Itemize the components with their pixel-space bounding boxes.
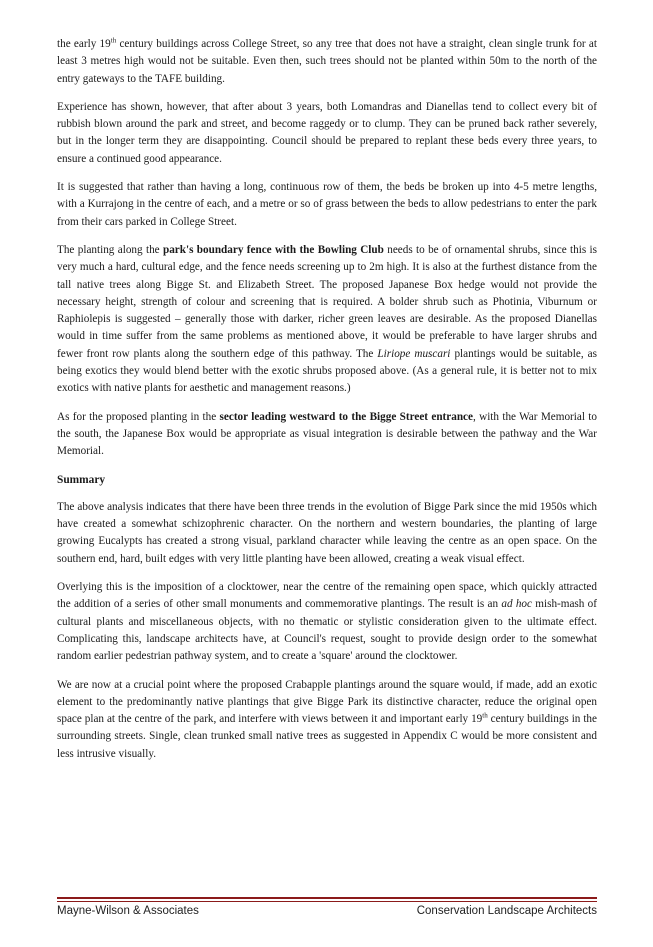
text-run: Overlying this is the imposition of a clocktower, near the centre of the remaining open space, which quickly attracted the addition of a series of other small monuments and commemorative plantings. The result is an [57,581,597,611]
text-run: We are now at a crucial point where the proposed Crabapple plantings around the square would, if made, add an exotic element to the predominantly native plantings that give Bigge Park its distinctive character, reduce the original open space plan at the centre of the park, and interfere with views between it and important early 19 [57,678,597,726]
footer-left-text: Mayne-Wilson & Associates [57,905,199,917]
paragraph-1 [57,36,597,88]
text-run: plantings would be suitable, as being exotics they would blend better with the exotic shrubs proposed above. (As a general rule, it is better not to mix exotics with native plants for aesthetic and management reasons.) [57,347,597,395]
text-run: mish-mash of cultural plants and miscellaneous objects, with no thematic or stylistic consideration given to the ultimate effect. Complicating this, landscape architects have, at Council's request, sought to provide design order to the somewhat random earlier pedestrian pathway system, and to create a 'square' around the clocktower. [57,598,597,663]
paragraph-8 [57,677,597,763]
superscript: th [482,711,488,720]
text-run: the early 19 [57,38,111,50]
superscript: th [110,36,117,45]
document-body [57,36,597,774]
paragraph-2: Experience has shown, however, that after about 3 years, both Lomandras and Dianellas tend to collect every bit of rubbish blown around the park and street, and become raggedy or to clump. They can be pruned back rather severely, but in the longer term they are disappointing. Council should be prepared to replant these beds every three years, to ensure a continued good appearance. [57,100,597,165]
italic-phrase: Liriope muscari [377,347,451,360]
footer-rule-thin [57,901,597,902]
text-run: needs to be of ornamental shrubs, since this is very much a hard, cultural edge, and the fence needs screening up to 2m high. It is also at the furthest distance from the tall native trees along Bigge St. and Elizabeth Street. The proposed Japanese Box hedge would not provide the necessary height, strength of colour and screening that is required. A bolder shrub such as Photinia, Viburnum or Raphiolepis is suggested – generally those with darker, richer green leaves are desirable. As the proposed Dianellas would in time suffer from the same problems as mentioned above, it would be preferable to have larger shrubs and fewer front row plants along the southern edge of this pathway. The [57,243,598,360]
text-run: century buildings across College Street, so any tree that does not have a straight, clean single trunk for at least 3 metres high would not be suitable. Even then, such trees should not be planted within 50m to the north of the entry gateways to the TAFE building. [57,38,597,85]
italic-phrase: ad hoc [501,598,532,611]
paragraph-7 [57,579,597,665]
page-footer [57,905,597,917]
text-run: As for the proposed planting in the [57,410,220,423]
bold-phrase: sector leading westward to the Bigge Street entrance [219,410,473,423]
text-run: , with the War Memorial to the south, the Japanese Box would be appropriate as visual integration is desirable between the pathway and the War Memorial. [57,410,597,458]
paragraph-3: It is suggested that rather than having a long, continuous row of them, the beds be broken up into 4-5 metre lengths, with a Kurrajong in the centre of each, and a metre or so of grass between the beds to allow pedestrians to enter the park from their cars parked in College Street. [57,181,597,228]
bold-phrase: park's boundary fence with the Bowling Club [162,243,384,256]
text-run: The planting along the [57,243,163,256]
paragraph-5 [57,409,597,461]
paragraph-6: The above analysis indicates that there have been three trends in the evolution of Bigge Park since the mid 1950s which have created a somewhat schizophrenic character. On the northern and western boundaries, the planting of large growing Eucalypts has created a strong visual, parkland character while leaving the centre as an open space. On the southern end, hard, built edges with very little planting have been allowed, creating a weak visual effect. [57,500,597,565]
paragraph-4 [57,242,597,398]
section-heading-summary: Summary [57,473,106,486]
footer-right-text: Conservation Landscape Architects [416,905,597,917]
text-run: century buildings in the surrounding streets. Single, clean trunked small native trees as suggested in Appendix C would be more consistent and less intrusive visually. [57,713,597,760]
footer-rule-thick [57,897,597,899]
